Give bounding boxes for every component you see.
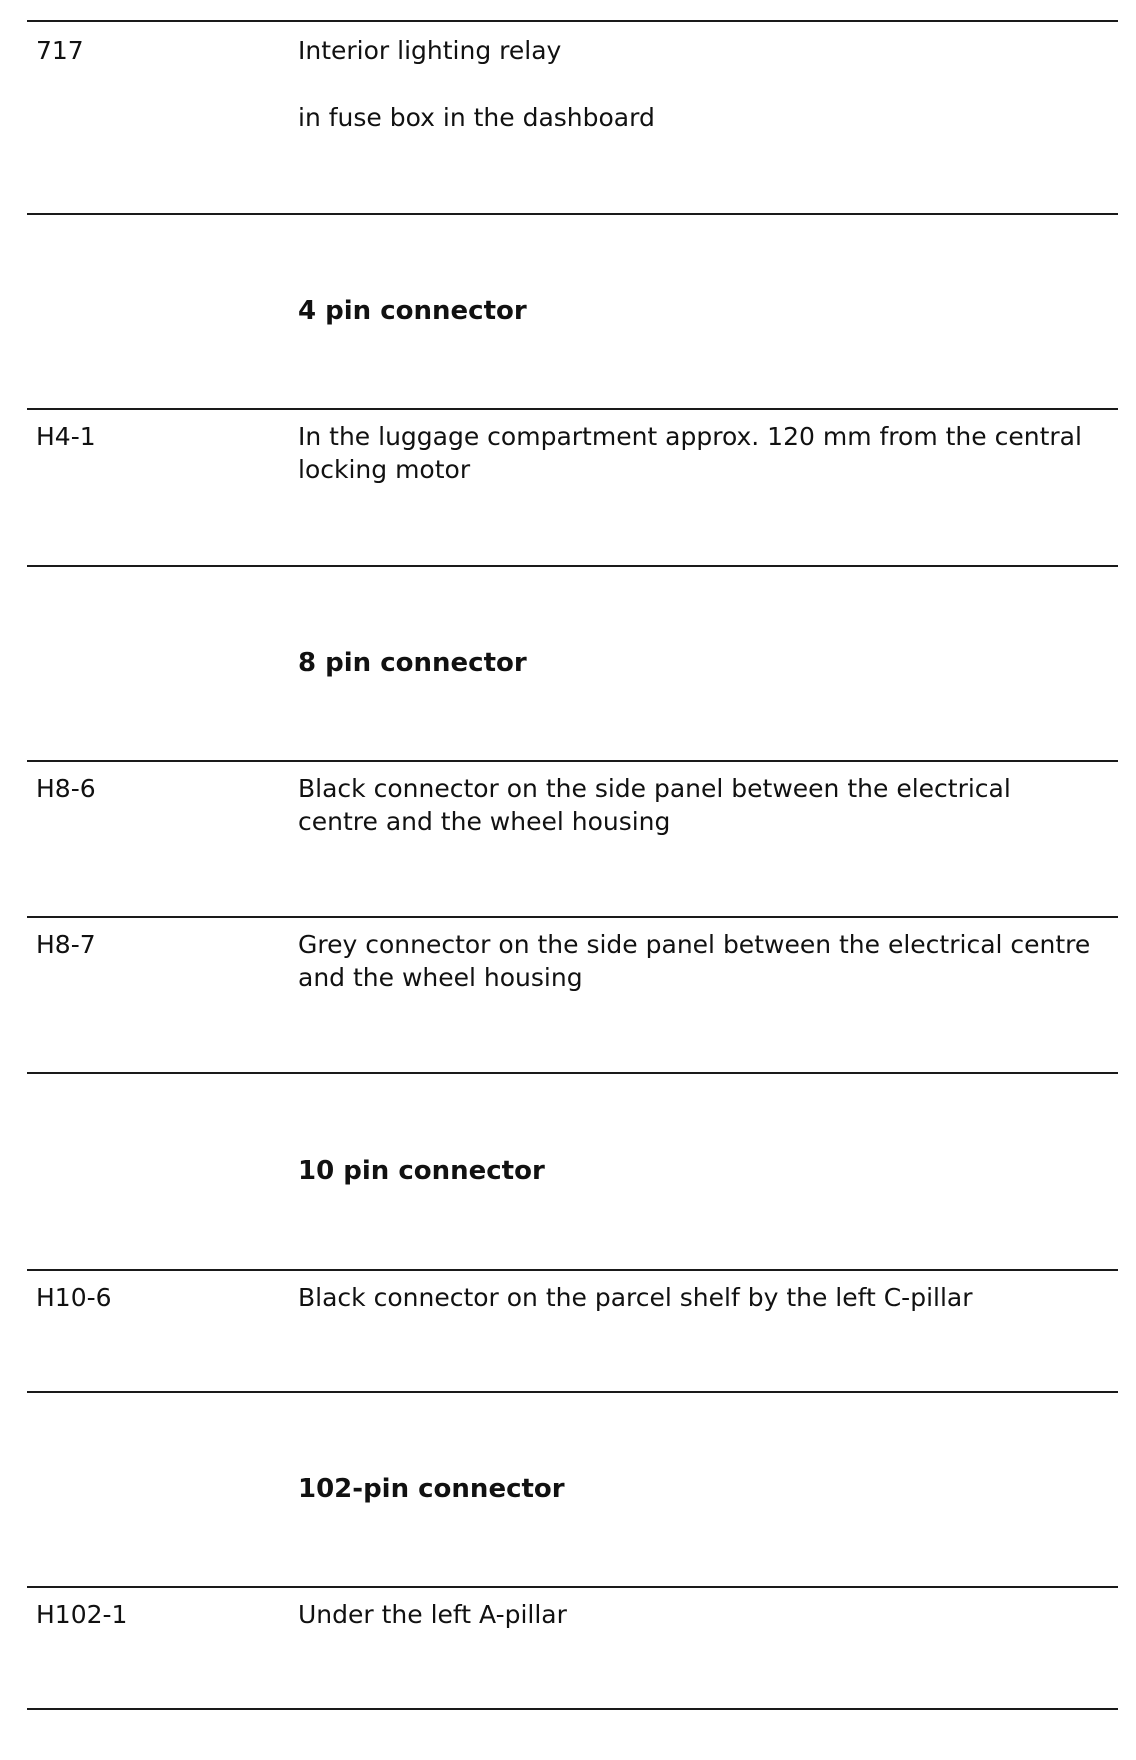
component-location: in fuse box in the dashboard (298, 103, 655, 132)
component-description: Interior lighting relay (298, 36, 562, 65)
row-divider (27, 1269, 1118, 1271)
component-location: Grey connector on the side panel between the electrical centre and the wheel housing (298, 930, 1091, 992)
component-code: H8-6 (36, 774, 96, 803)
component-code: H102-1 (36, 1600, 128, 1629)
component-code: H8-7 (36, 930, 96, 959)
section-heading: 8 pin connector (298, 648, 527, 678)
row-divider (27, 916, 1118, 918)
component-location: Black connector on the parcel shelf by the left C-pillar (298, 1283, 973, 1312)
row-divider (27, 760, 1118, 762)
row-divider (27, 1391, 1118, 1393)
component-location: Under the left A-pillar (298, 1600, 567, 1629)
component-location: Black connector on the side panel between the electrical centre and the wheel housing (298, 774, 1011, 836)
row-divider (27, 1072, 1118, 1074)
row-divider (27, 1586, 1118, 1588)
section-heading: 102-pin connector (298, 1474, 565, 1504)
row-divider (27, 408, 1118, 410)
section-heading: 10 pin connector (298, 1156, 545, 1186)
row-divider (27, 20, 1118, 22)
component-code: H10-6 (36, 1283, 112, 1312)
row-divider (27, 565, 1118, 567)
component-location: In the luggage compartment approx. 120 mm from the central locking motor (298, 422, 1082, 484)
component-code: H4-1 (36, 422, 96, 451)
row-divider (27, 213, 1118, 215)
component-code: 717 (36, 36, 84, 65)
section-heading: 4 pin connector (298, 296, 527, 326)
row-divider (27, 1708, 1118, 1710)
